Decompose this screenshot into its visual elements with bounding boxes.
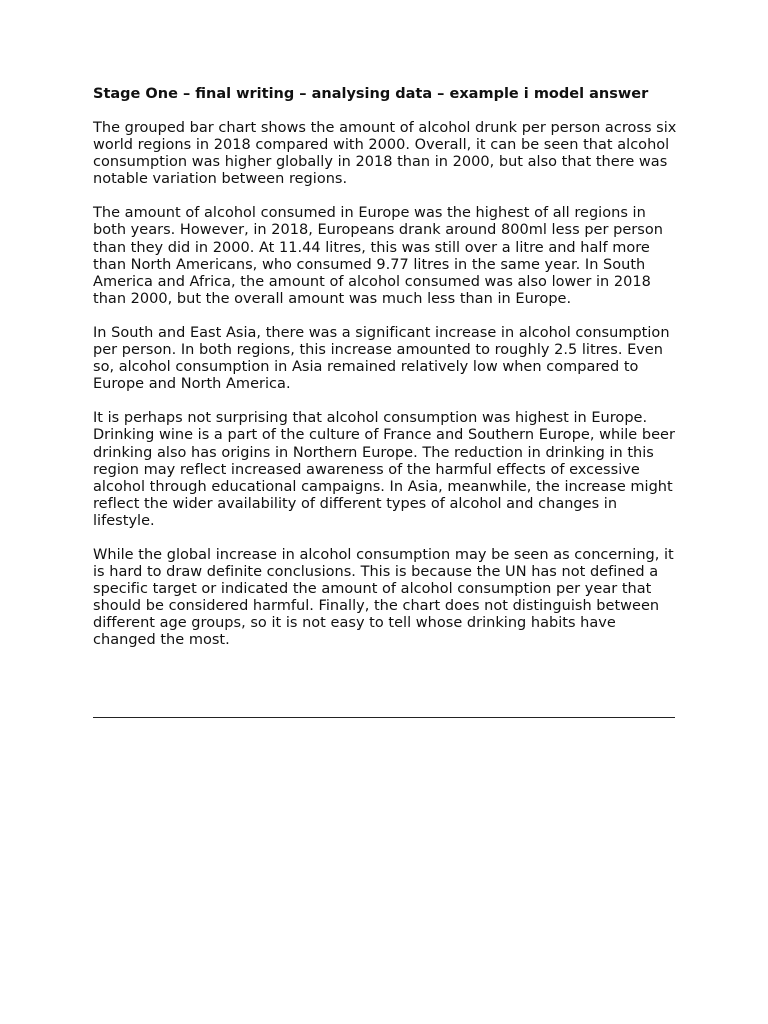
- paragraph-conclusion: While the global increase in alcohol consumption may be seen as concerning, it is hard to draw definite conclusions. This is because the UN has not defined a specific target or indicated the amount of alcohol consumption per year that should be considered harmful. Finally, the chart does not distinguish between different age groups, so it is not easy to tell whose drinking habits have changed the most.: [93, 546, 674, 649]
- document-body: [93, 86, 683, 667]
- paragraph-intro: The grouped bar chart shows the amount of alcohol drunk per person across six world regions in 2018 compared with 2000. Overall, it can be seen that alcohol consumption was higher globally in 2018 than in 2000, but also that there was notable variation between regions.: [93, 120, 677, 188]
- horizontal-divider: [93, 717, 675, 718]
- document-title: Stage One – final writing – analysing data – example i model answer: [93, 86, 649, 102]
- paragraph-explanation: It is perhaps not surprising that alcohol consumption was highest in Europe. Drinking wine is a part of the culture of France and Southern Europe, while beer drinking also has origins in Northern Europe. The reduction in drinking in this region may reflect increased awareness of the harmful effects of excessive alcohol through educational campaigns. In Asia, meanwhile, the increase might reflect the wider availability of different types of alcohol and changes in lifestyle.: [93, 410, 675, 529]
- paragraph-asia: In South and East Asia, there was a significant increase in alcohol consumption per person. In both regions, this increase amounted to roughly 2.5 litres. Even so, alcohol consumption in Asia remained relatively low when compared to Europe and North America.: [93, 324, 670, 393]
- paragraph-europe: The amount of alcohol consumed in Europe was the highest of all regions in both years. However, in 2018, Europeans drank around 800ml less per person than they did in 2000. At 11.44 litres, this was still over a litre and half more than North Americans, who consumed 9.77 litres in the same year. In South America and Africa, the amount of alcohol consumed was also lower in 2018 than 2000, but the overall amount was much less than in Europe.: [93, 205, 663, 307]
